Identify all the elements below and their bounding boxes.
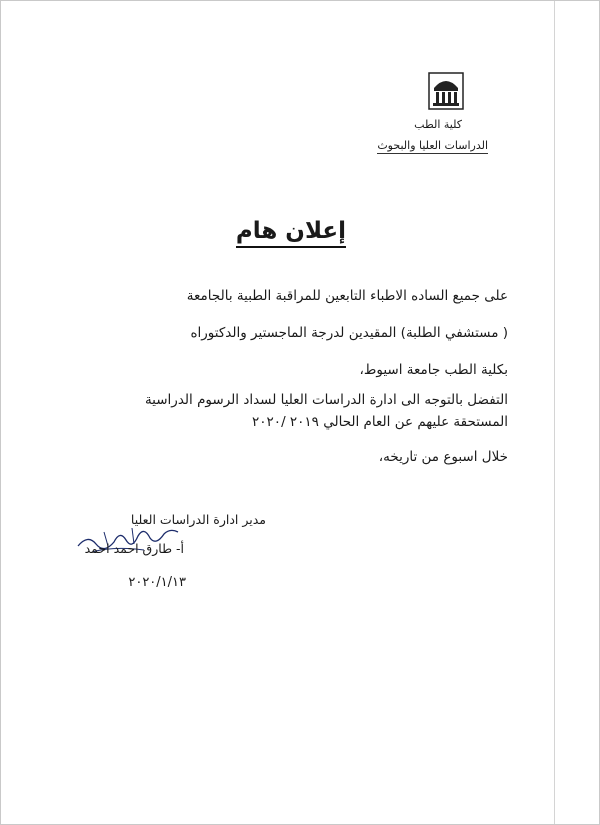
announcement-title: إعلان هام bbox=[236, 218, 346, 244]
university-logo-icon bbox=[428, 72, 464, 110]
department-name: الدراسات العليا والبحوث bbox=[377, 139, 488, 152]
body-line-3: بكلية الطب جامعة اسيوط، bbox=[359, 362, 508, 378]
body-line-5: المستحقة عليهم عن العام الحالي ٢٠١٩ /٢٠٢٠ bbox=[252, 414, 508, 430]
signing-date: ٢٠٢٠/١/١٣ bbox=[128, 575, 186, 590]
body-line-6: خلال اسبوع من تاريخه، bbox=[378, 449, 508, 465]
signer-name: أ- طارق احمد احمد bbox=[84, 541, 184, 556]
body-line-1: على جميع الساده الاطباء التابعين للمراقبة الطبية بالجامعة bbox=[186, 288, 508, 304]
signer-title: مدير ادارة الدراسات العليا bbox=[130, 512, 266, 527]
faculty-name: كلية الطب bbox=[414, 118, 462, 131]
body-line-4: التفضل بالتوجه الى ادارة الدراسات العليا لسداد الرسوم الدراسية bbox=[144, 392, 508, 408]
body-line-2: ( مستشفي الطلبة) المقيدين لدرجة الماجستير والدكتوراه bbox=[190, 325, 508, 341]
